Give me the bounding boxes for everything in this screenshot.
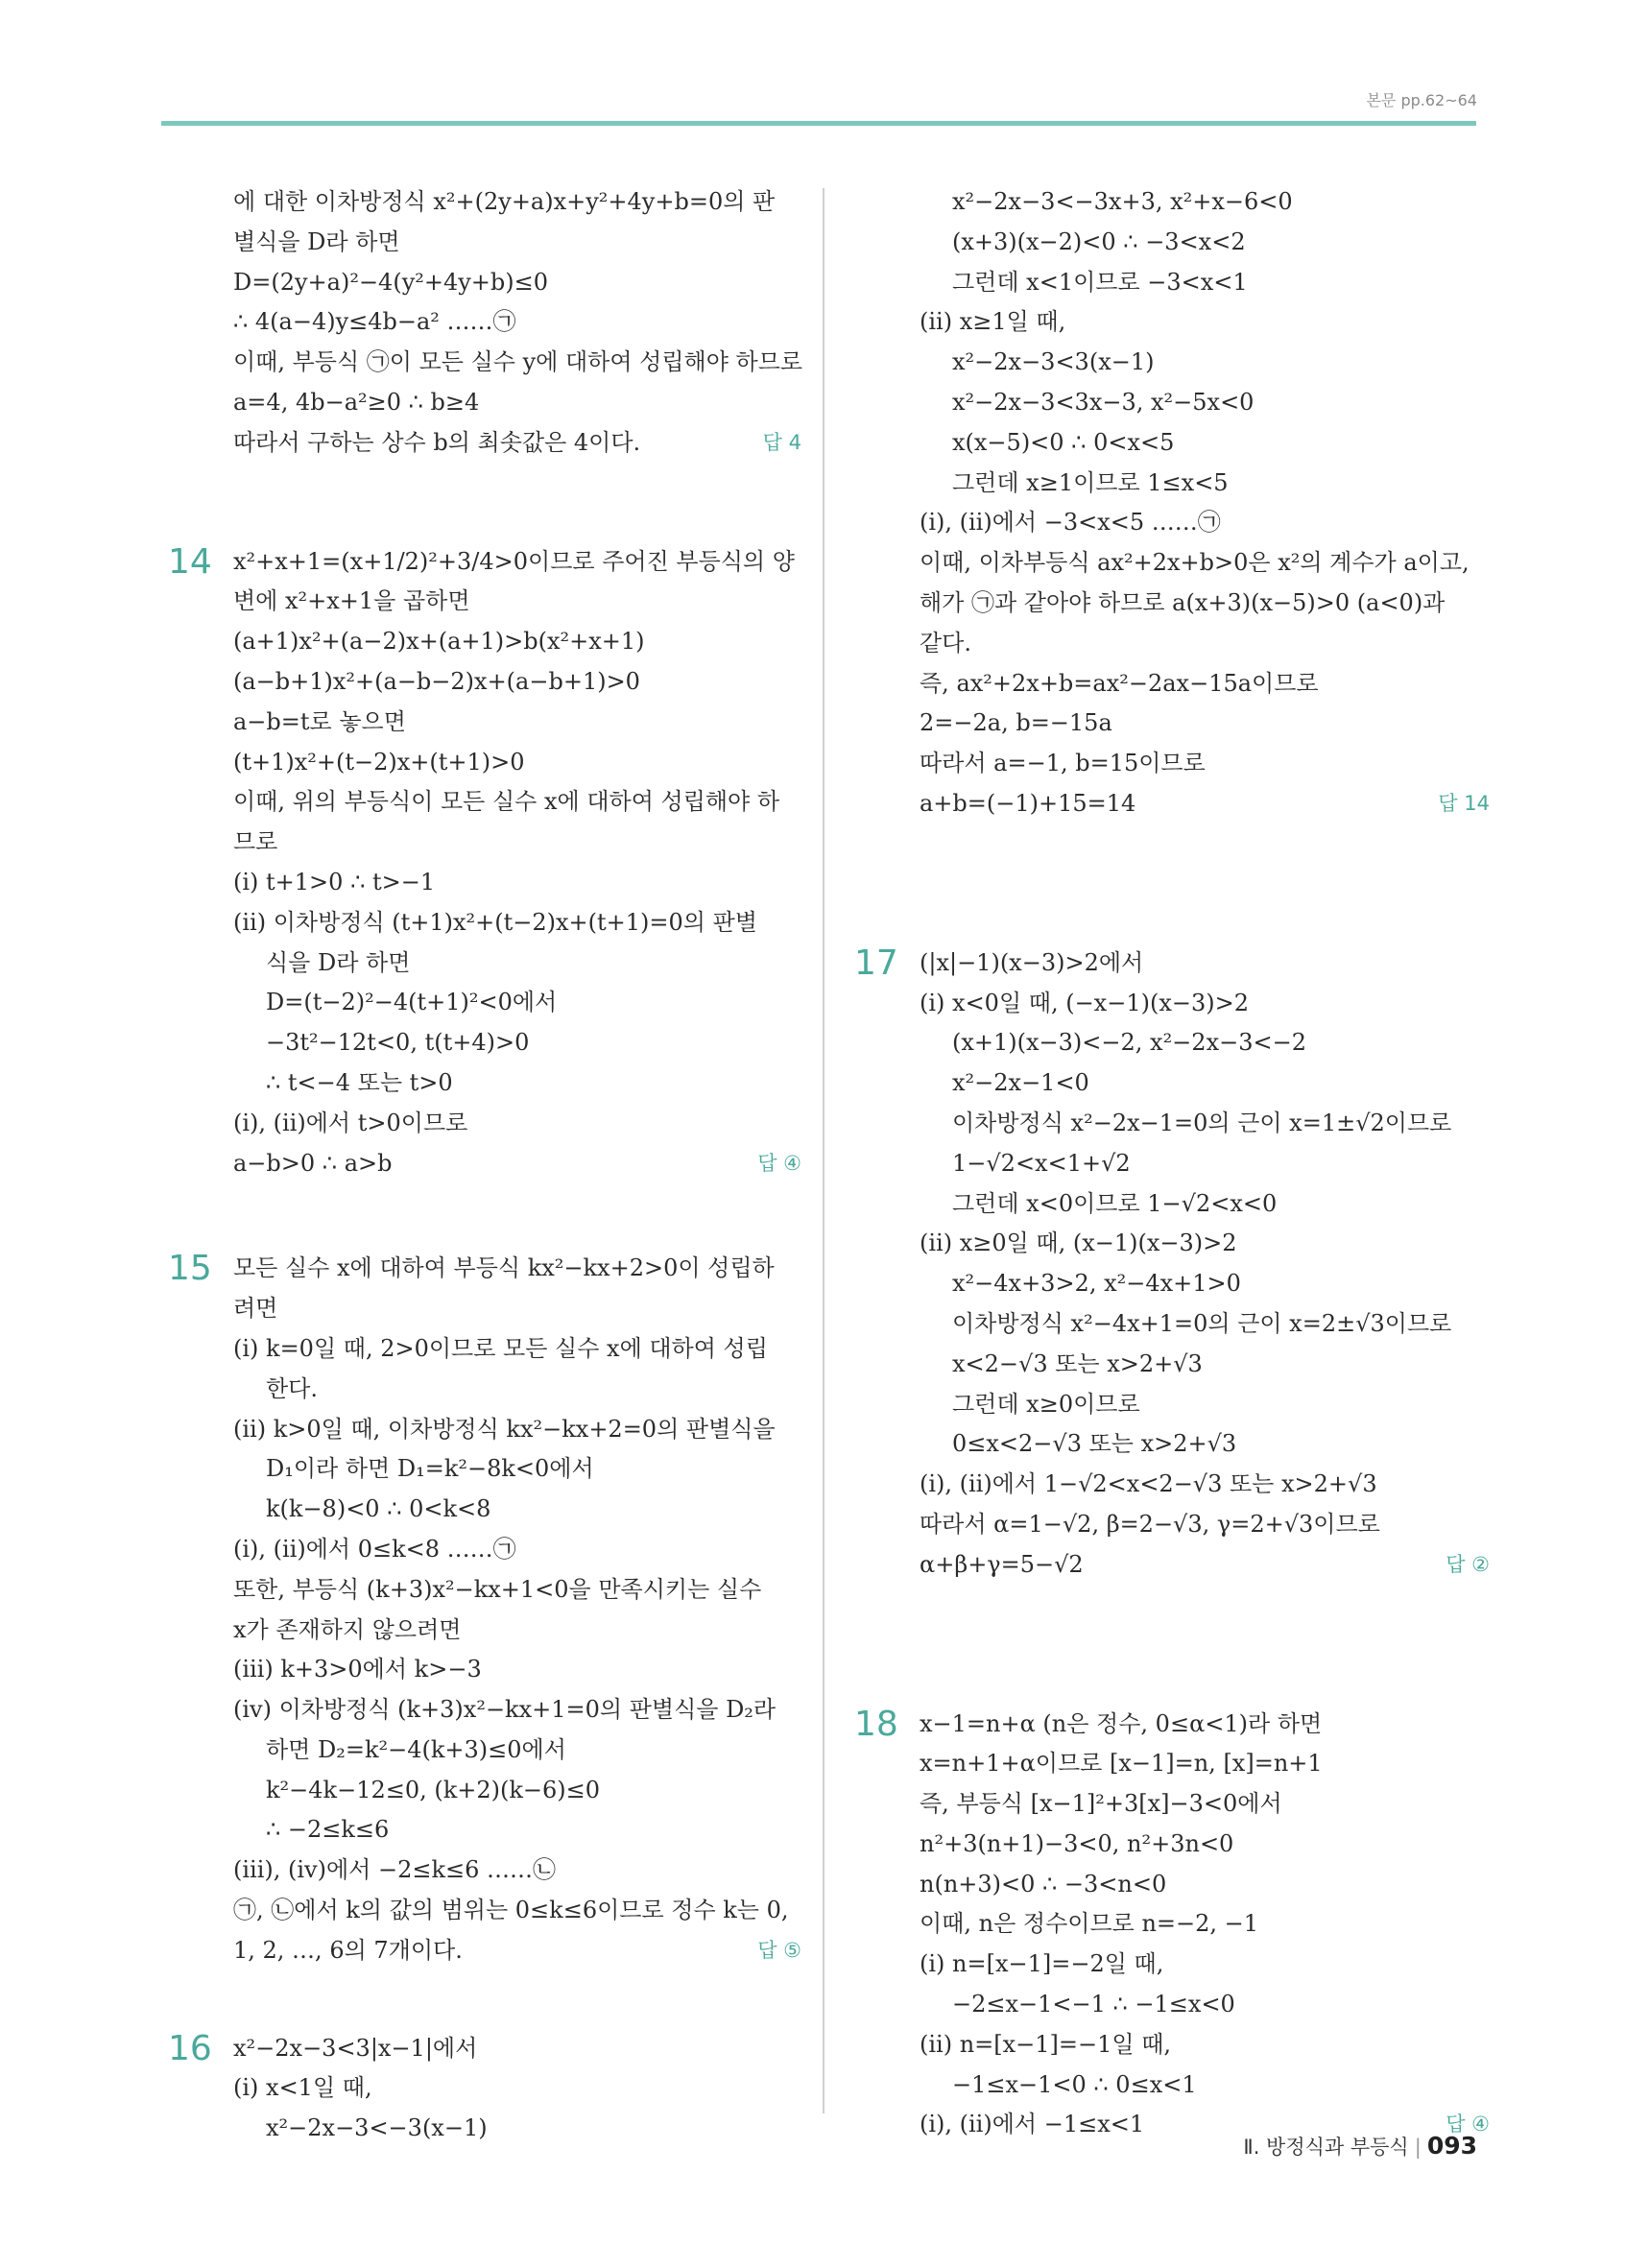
problem-number: 16 bbox=[168, 2028, 212, 2068]
solution-line: x²−2x−3<3(x−1) bbox=[952, 348, 1155, 376]
solution-line: x²−2x−3<3x−3, x²−5x<0 bbox=[952, 388, 1255, 416]
solution-line: (ⅱ) k>0일 때, 이차방정식 kx²−kx+2=0의 판별식을 bbox=[233, 1415, 776, 1443]
solution-line: n²+3(n+1)−3<0, n²+3n<0 bbox=[920, 1829, 1234, 1857]
solution-line: x가 존재하지 않으려면 bbox=[233, 1615, 462, 1643]
solution-line: D=(2y+a)²−4(y²+4y+b)≤0 bbox=[233, 268, 549, 296]
solution-line: (a+1)x²+(a−2)x+(a+1)>b(x²+x+1) bbox=[233, 628, 645, 656]
problem-16 bbox=[168, 2029, 801, 2149]
solution-line: x(x−5)<0 ∴ 0<x<5 bbox=[952, 428, 1175, 456]
solution-line: n(n+3)<0 ∴ −3<n<0 bbox=[920, 1870, 1167, 1898]
page-footer bbox=[1243, 2132, 1477, 2161]
answer-value: 4 bbox=[788, 430, 801, 454]
solution-line: a−b=t로 놓으면 bbox=[233, 707, 406, 735]
solution-line: (ⅳ) 이차방정식 (k+3)x²−kx+1=0의 판별식을 D₂라 bbox=[233, 1696, 777, 1724]
answer-value: ④ bbox=[783, 1151, 801, 1175]
solution-line: 이때, 위의 부등식이 모든 실수 x에 대하여 성립해야 하 bbox=[233, 788, 780, 816]
solution-line: 0≤x<2−√3 또는 x>2+√3 bbox=[952, 1430, 1237, 1458]
solution-line: x²−2x−3<−3(x−1) bbox=[266, 2114, 488, 2142]
column-divider bbox=[823, 188, 824, 2113]
problem-number: 17 bbox=[854, 943, 898, 983]
solution-line: k(k−8)<0 ∴ 0<k<8 bbox=[266, 1495, 491, 1523]
problem-17 bbox=[854, 943, 1490, 1586]
solution-line: (x+1)(x−3)<−2, x²−2x−3<−2 bbox=[952, 1029, 1306, 1057]
answer-mark bbox=[1446, 1545, 1490, 1586]
solution-line: 1−√2<x<1+√2 bbox=[952, 1149, 1131, 1177]
solution-line: 이때, n은 정수이므로 n=−2, −1 bbox=[920, 1910, 1259, 1938]
solution-line: 그런데 x<0이므로 1−√2<x<0 bbox=[952, 1189, 1278, 1217]
solution-line: (ⅰ) x<1일 때, bbox=[233, 2074, 372, 2102]
solution-line: (ⅰ), (ⅱ)에서 t>0이므로 bbox=[233, 1109, 468, 1136]
answer-label: 답 bbox=[762, 430, 782, 454]
solution-line: 같다. bbox=[920, 629, 971, 657]
solution-line: x²+x+1=(x+1/2)²+3/4>0이므로 주어진 부등식의 양 bbox=[233, 547, 795, 575]
solution-line: 변에 x²+x+1을 곱하면 bbox=[233, 587, 470, 615]
solution-line: ㉠, ㉡에서 k의 값의 범위는 0≤k≤6이므로 정수 k는 0, bbox=[233, 1897, 789, 1924]
answer-value: ⑤ bbox=[783, 1938, 801, 1962]
solution-line: 하면 D₂=k²−4(k+3)≤0에서 bbox=[266, 1735, 566, 1763]
answer-mark bbox=[1438, 784, 1490, 824]
solution-line: (a−b+1)x²+(a−b−2)x+(a−b+1)>0 bbox=[233, 667, 640, 695]
solution-line: −1≤x−1<0 ∴ 0≤x<1 bbox=[952, 2070, 1197, 2098]
solution-line: 한다. bbox=[266, 1374, 318, 1402]
answer-label: 답 bbox=[757, 1151, 777, 1175]
solution-text: 따라서 구하는 상수 b의 최솟값은 4이다. bbox=[233, 428, 641, 456]
page-reference: 본문 pp.62~64 bbox=[1366, 91, 1477, 109]
solution-line: (ⅰ), (ⅱ)에서 0≤k<8 ……㉠ bbox=[233, 1535, 516, 1563]
problem-15 bbox=[168, 1249, 801, 1970]
solution-line: −3t²−12t<0, t(t+4)>0 bbox=[266, 1029, 530, 1057]
solution-line: −2≤x−1<−1 ∴ −1≤x<0 bbox=[952, 1991, 1235, 2018]
solution-line: 에 대한 이차방정식 x²+(2y+a)x+y²+4y+b=0의 판 bbox=[233, 188, 776, 215]
solution-line: 식을 D라 하면 bbox=[266, 948, 411, 976]
solution-line: 이차방정식 x²−2x−1=0의 근이 x=1±√2이므로 bbox=[952, 1109, 1452, 1136]
solution-line: (ⅱ) 이차방정식 (t+1)x²+(t−2)x+(t+1)=0의 판별 bbox=[233, 908, 757, 936]
solution-line: (ⅲ), (ⅳ)에서 −2≤k≤6 ……㉡ bbox=[233, 1856, 557, 1884]
right-column bbox=[854, 182, 1490, 2145]
solution-line: D=(t−2)²−4(t+1)²<0에서 bbox=[266, 989, 558, 1016]
header-rule bbox=[161, 121, 1476, 126]
solution-line: (ⅱ) n=[x−1]=−1일 때, bbox=[920, 2030, 1172, 2058]
solution-text: a−b>0 ∴ a>b bbox=[233, 1149, 393, 1177]
solution-line: 즉, ax²+2x+b=ax²−2ax−15a이므로 bbox=[920, 669, 1319, 697]
solution-line: 려면 bbox=[233, 1295, 278, 1323]
page-number: 093 bbox=[1426, 2132, 1477, 2160]
solution-text: 1, 2, …, 6의 7개이다. bbox=[233, 1936, 463, 1964]
solution-text: a+b=(−1)+15=14 bbox=[920, 789, 1136, 817]
left-column bbox=[168, 182, 801, 2149]
answer-label: 답 bbox=[757, 1938, 777, 1962]
solution-line: 즉, 부등식 [x−1]²+3[x]−3<0에서 bbox=[920, 1790, 1282, 1818]
solution-line: x²−4x+3>2, x²−4x+1>0 bbox=[952, 1270, 1241, 1298]
solution-line: 이때, 부등식 ㉠이 모든 실수 y에 대하여 성립해야 하므로 bbox=[233, 348, 803, 376]
solution-line: 또한, 부등식 (k+3)x²−kx+1<0을 만족시키는 실수 bbox=[233, 1575, 762, 1603]
solution-line: 따라서 α=1−√2, β=2−√3, γ=2+√3이므로 bbox=[920, 1510, 1380, 1538]
problem-13-continued bbox=[168, 182, 801, 464]
footer-separator: | bbox=[1414, 2136, 1422, 2159]
answer-mark bbox=[757, 1144, 801, 1184]
problem-16-continued bbox=[854, 182, 1490, 824]
solution-line: ∴ −2≤k≤6 bbox=[266, 1816, 390, 1844]
solution-line: D₁이라 하면 D₁=k²−8k<0에서 bbox=[266, 1455, 594, 1483]
solution-line bbox=[233, 1144, 801, 1184]
solution-line: 별식을 D라 하면 bbox=[233, 227, 400, 255]
solution-text: (ⅰ), (ⅱ)에서 −1≤x<1 bbox=[920, 2111, 1145, 2138]
solution-line: x²−2x−1<0 bbox=[952, 1069, 1089, 1097]
solution-line: x=n+1+α이므로 [x−1]=n, [x]=n+1 bbox=[920, 1750, 1323, 1778]
solution-line: (ⅰ), (ⅱ)에서 −3<x<5 ……㉠ bbox=[920, 509, 1221, 537]
solution-line: (|x|−1)(x−3)>2에서 bbox=[920, 948, 1144, 976]
solution-line: (ⅰ) n=[x−1]=−2일 때, bbox=[920, 1950, 1164, 1978]
solution-line bbox=[233, 423, 801, 464]
solution-line: x²−2x−3<−3x+3, x²+x−6<0 bbox=[952, 188, 1293, 215]
solution-line: (ⅲ) k+3>0에서 k>−3 bbox=[233, 1656, 482, 1683]
solution-line: (t+1)x²+(t−2)x+(t+1)>0 bbox=[233, 748, 525, 776]
problem-number: 18 bbox=[854, 1704, 898, 1744]
problem-14 bbox=[168, 542, 801, 1184]
answer-mark bbox=[757, 1931, 801, 1971]
solution-line: a=4, 4b−a²≥0 ∴ b≥4 bbox=[233, 388, 480, 416]
solution-line: (ⅰ), (ⅱ)에서 1−√2<x<2−√3 또는 x>2+√3 bbox=[920, 1470, 1377, 1498]
answer-label: 답 bbox=[1446, 1552, 1466, 1576]
solution-line bbox=[920, 784, 1490, 824]
solution-line: (ⅰ) x<0일 때, (−x−1)(x−3)>2 bbox=[920, 989, 1249, 1016]
solution-line: 모든 실수 x에 대하여 부등식 kx²−kx+2>0이 성립하 bbox=[233, 1254, 775, 1282]
solution-line: 해가 ㉠과 같아야 하므로 a(x+3)(x−5)>0 (a<0)과 bbox=[920, 588, 1446, 616]
solution-line bbox=[920, 1545, 1490, 1586]
solution-line: x²−2x−3<3|x−1|에서 bbox=[233, 2034, 478, 2062]
solution-line: (ⅱ) x≥0일 때, (x−1)(x−3)>2 bbox=[920, 1229, 1237, 1257]
solution-line: 므로 bbox=[233, 828, 278, 856]
solution-line: 따라서 a=−1, b=15이므로 bbox=[920, 750, 1206, 777]
solution-line: (x+3)(x−2)<0 ∴ −3<x<2 bbox=[952, 227, 1246, 255]
solution-line: k²−4k−12≤0, (k+2)(k−6)≤0 bbox=[266, 1776, 601, 1803]
problem-number: 14 bbox=[168, 541, 212, 582]
answer-value: ④ bbox=[1471, 2113, 1490, 2137]
answer-mark bbox=[763, 423, 801, 464]
answer-label: 답 bbox=[1438, 791, 1458, 815]
solution-line: (ⅰ) k=0일 때, 2>0이므로 모든 실수 x에 대하여 성립 bbox=[233, 1334, 768, 1362]
answer-value: 14 bbox=[1464, 791, 1490, 815]
solution-line bbox=[233, 1931, 801, 1971]
solution-line: (ⅱ) x≥1일 때, bbox=[920, 308, 1066, 336]
solution-line: ∴ t<−4 또는 t>0 bbox=[266, 1068, 453, 1096]
solution-line: 그런데 x≥1이므로 1≤x<5 bbox=[952, 468, 1229, 496]
solution-line: 그런데 x≥0이므로 bbox=[952, 1390, 1140, 1418]
problem-18 bbox=[854, 1705, 1490, 2146]
answer-label: 답 bbox=[1446, 2113, 1466, 2137]
solution-line: 이차방정식 x²−4x+1=0의 근이 x=2±√3이므로 bbox=[952, 1309, 1452, 1337]
solution-line: 그런데 x<1이므로 −3<x<1 bbox=[952, 268, 1248, 296]
problem-number: 15 bbox=[168, 1249, 212, 1289]
solution-line: x<2−√3 또는 x>2+√3 bbox=[952, 1349, 1203, 1377]
chapter-title: Ⅱ. 방정식과 부등식 bbox=[1243, 2136, 1409, 2159]
solution-text: α+β+γ=5−√2 bbox=[920, 1550, 1084, 1578]
answer-value: ② bbox=[1471, 1552, 1490, 1576]
solution-line: 2=−2a, b=−15a bbox=[920, 709, 1112, 737]
solution-line: (ⅰ) t+1>0 ∴ t>−1 bbox=[233, 868, 436, 895]
solution-line: 이때, 이차부등식 ax²+2x+b>0은 x²의 계수가 a이고, bbox=[920, 549, 1470, 577]
solution-line: ∴ 4(a−4)y≤4b−a² ……㉠ bbox=[233, 308, 516, 336]
solution-line: x−1=n+α (n은 정수, 0≤α<1)라 하면 bbox=[920, 1709, 1323, 1737]
